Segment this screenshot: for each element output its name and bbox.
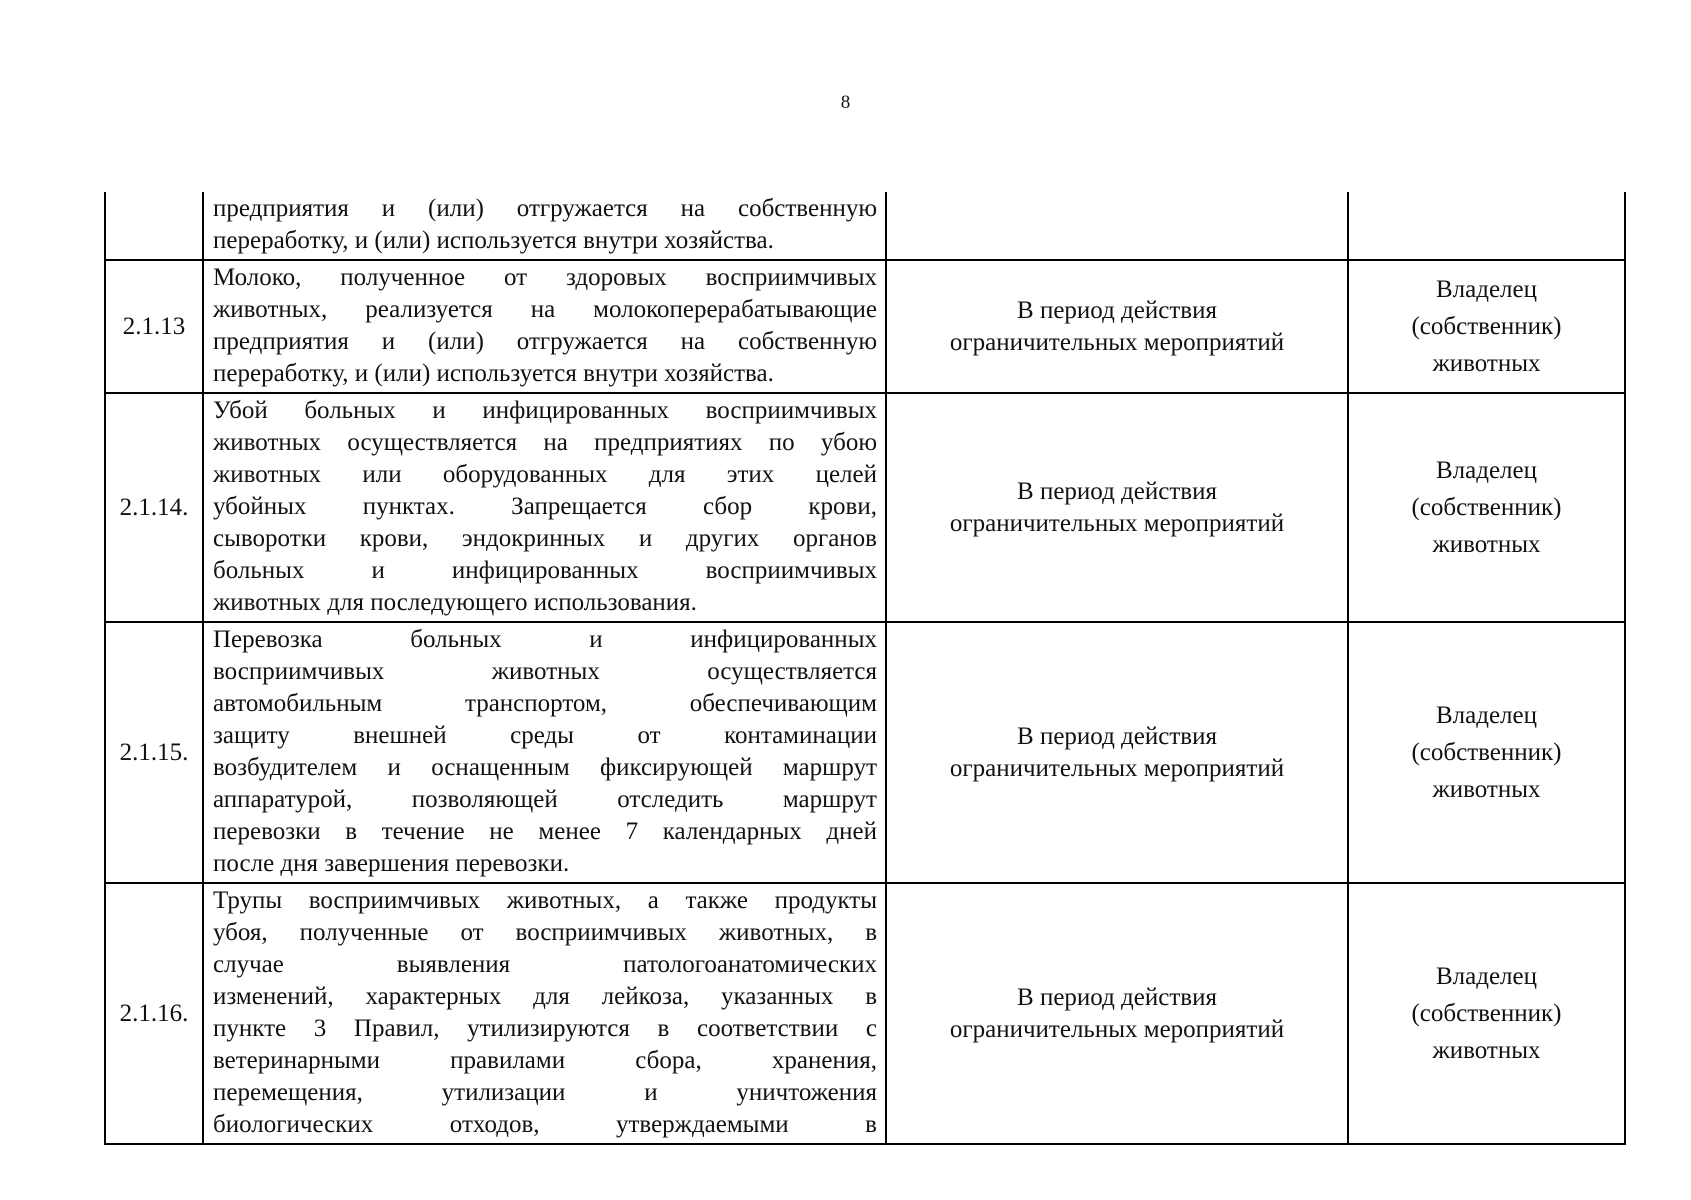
description-line: после дня завершения перевозки. <box>213 850 570 877</box>
measure-description <box>203 192 886 260</box>
description-line: случае выявления патологоанатомических <box>213 951 877 978</box>
description-line: Молоко, полученное от здоровых восприимчивых <box>213 264 877 291</box>
description-line: предприятия и (или) отгружается на собственную <box>213 328 877 355</box>
period: В период действия ограничительных мероприятий <box>886 883 1348 1144</box>
period <box>886 192 1348 260</box>
description-line: предприятия и (или) отгружается на собственную <box>213 195 877 222</box>
description-line: убоя, полученные от восприимчивых животных, в <box>213 919 877 946</box>
table-row <box>105 622 1625 883</box>
table-row <box>105 260 1625 393</box>
responsible: Владелец (собственник) животных <box>1348 260 1625 393</box>
description-line: животных осуществляется на предприятиях по убою <box>213 429 877 456</box>
description-line: переработку, и (или) используется внутри хозяйства. <box>213 227 774 254</box>
measure-description <box>203 260 886 393</box>
measure-description <box>203 883 886 1144</box>
description-line: ветеринарными правилами сбора, хранения, <box>213 1047 877 1074</box>
period: В период действия ограничительных мероприятий <box>886 622 1348 883</box>
description-line: Убой больных и инфицированных восприимчивых <box>213 397 877 424</box>
table-row <box>105 393 1625 622</box>
description-line: больных и инфицированных восприимчивых <box>213 557 877 584</box>
description-line: животных, реализуется на молокоперерабатывающие <box>213 296 877 323</box>
period: В период действия ограничительных мероприятий <box>886 260 1348 393</box>
description-line: биологических отходов, утверждаемыми в <box>213 1111 877 1138</box>
period: В период действия ограничительных мероприятий <box>886 393 1348 622</box>
responsible <box>1348 192 1625 260</box>
description-line: аппаратурой, позволяющей отследить маршрут <box>213 786 877 813</box>
measures-table <box>104 192 1626 1145</box>
item-number <box>105 192 203 260</box>
measure-description <box>203 393 886 622</box>
item-number: 2.1.15. <box>105 622 203 883</box>
table-row <box>105 192 1625 260</box>
responsible: Владелец (собственник) животных <box>1348 622 1625 883</box>
description-line: животных или оборудованных для этих целей <box>213 461 877 488</box>
item-number: 2.1.13 <box>105 260 203 393</box>
description-line: возбудителем и оснащенным фиксирующей маршрут <box>213 754 877 781</box>
description-line: переработку, и (или) используется внутри хозяйства. <box>213 360 774 387</box>
description-line: Перевозка больных и инфицированных <box>213 626 877 653</box>
description-line: автомобильным транспортом, обеспечивающим <box>213 690 877 717</box>
measure-description <box>203 622 886 883</box>
description-line: пункте 3 Правил, утилизируются в соответствии с <box>213 1015 877 1042</box>
description-line: перемещения, утилизации и уничтожения <box>213 1079 877 1106</box>
description-line: сыворотки крови, эндокринных и других органов <box>213 525 877 552</box>
description-line: перевозки в течение не менее 7 календарных дней <box>213 818 877 845</box>
item-number: 2.1.16. <box>105 883 203 1144</box>
description-line: убойных пунктах. Запрещается сбор крови, <box>213 493 877 520</box>
page-number: 8 <box>840 92 851 113</box>
description-line: защиту внешней среды от контаминации <box>213 722 877 749</box>
table-body <box>105 192 1625 1144</box>
description-line: восприимчивых животных осуществляется <box>213 658 877 685</box>
description-line: изменений, характерных для лейкоза, указанных в <box>213 983 877 1010</box>
responsible: Владелец (собственник) животных <box>1348 393 1625 622</box>
description-line: животных для последующего использования. <box>213 589 697 616</box>
table-row <box>105 883 1625 1144</box>
item-number: 2.1.14. <box>105 393 203 622</box>
responsible: Владелец (собственник) животных <box>1348 883 1625 1144</box>
description-line: Трупы восприимчивых животных, а также продукты <box>213 887 877 914</box>
